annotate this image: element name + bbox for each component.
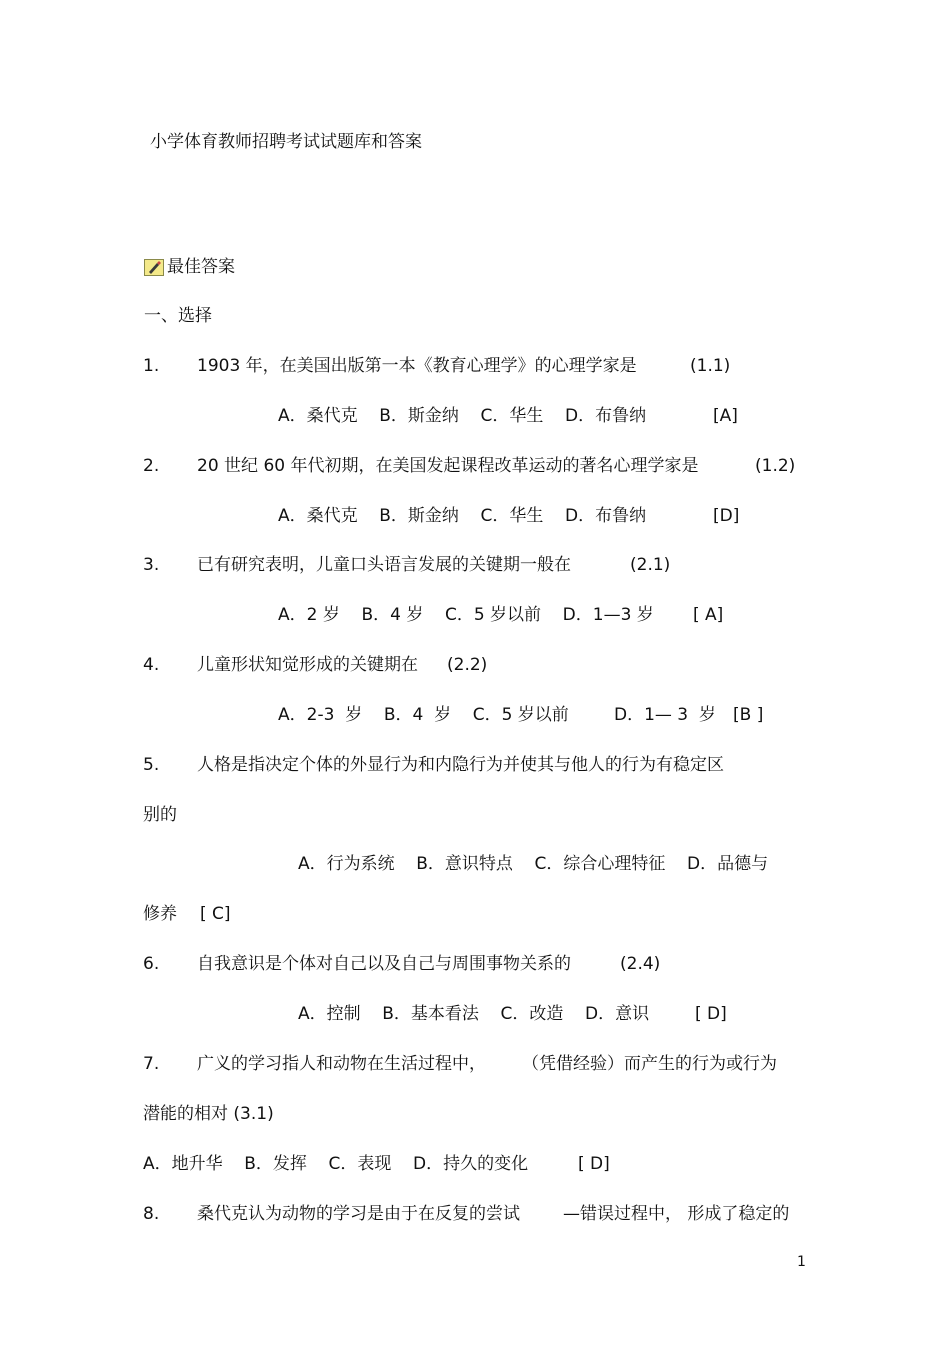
question-number: 4. [143, 655, 160, 675]
question-options: A．控制 B．基本看法 C．改造 D．意识 [298, 1004, 650, 1024]
question-ref: (2.2) [447, 655, 488, 675]
question-text: 20 世纪 60 年代初期，在美国发起课程改革运动的著名心理学家是 [197, 456, 699, 476]
best-answer-heading [144, 256, 235, 278]
question-options: A．桑代克 B．斯金纳 C．华生 D．布鲁纳 [278, 406, 647, 426]
section-heading: 一、选择 [144, 306, 212, 326]
question-text: 广义的学习指人和动物在生活过程中， [197, 1054, 486, 1074]
question-options-continued: 修养 [143, 904, 177, 924]
question-ref: (2.4) [620, 954, 661, 974]
question-number: 8. [143, 1204, 160, 1224]
question-options: A．地升华 B．发挥 C．表现 D．持久的变化 [143, 1154, 529, 1174]
question-number: 2. [143, 456, 160, 476]
question-answer: [ A] [693, 605, 724, 625]
question-number: 7. [143, 1054, 160, 1074]
question-answer: [D] [713, 506, 740, 526]
question-options: A．2 岁 B．4 岁 C．5 岁以前 D．1—3 岁 [278, 605, 654, 625]
question-answer: [ D] [578, 1154, 610, 1174]
question-answer: [A] [713, 406, 738, 426]
question-options: A．桑代克 B．斯金纳 C．华生 D．布鲁纳 [278, 506, 647, 526]
question-answer: [ C] [200, 904, 231, 924]
question-text: 桑代克认为动物的学习是由于在反复的尝试 [197, 1204, 520, 1224]
question-text-part: —错误过程中， 形成了稳定的 [563, 1204, 790, 1224]
pencil-icon [144, 259, 164, 276]
question-number: 6. [143, 954, 160, 974]
question-text: 1903 年，在美国出版第一本《教育心理学》的心理学家是 [197, 356, 637, 376]
question-number: 1. [143, 356, 160, 376]
question-text-part: （凭借经验）而产生的行为或行为 [522, 1054, 777, 1074]
best-answer-label: 最佳答案 [167, 257, 235, 277]
question-options: A．2-3 岁 B．4 岁 C．5 岁以前 [278, 705, 569, 725]
page-number: 1 [797, 1254, 806, 1270]
page-title: 小学体育教师招聘考试试题库和答案 [150, 132, 422, 152]
question-number: 3. [143, 555, 160, 575]
question-options-d: D．1— 3 岁 [614, 705, 716, 725]
question-answer: [ D] [695, 1004, 727, 1024]
question-options: A．行为系统 B．意识特点 C．综合心理特征 D．品德与 [298, 854, 769, 874]
question-ref: (1.1) [690, 356, 731, 376]
question-text: 人格是指决定个体的外显行为和内隐行为并使其与他人的行为有稳定区 [197, 755, 724, 775]
question-number: 5. [143, 755, 160, 775]
question-answer: [B ] [733, 705, 764, 725]
question-ref: (2.1) [630, 555, 671, 575]
question-text: 儿童形状知觉形成的关键期在 [197, 655, 418, 675]
question-text-continued: 别的 [143, 805, 177, 825]
question-ref: (1.2) [755, 456, 796, 476]
question-text-continued: 潜能的相对 (3.1) [143, 1104, 274, 1124]
question-text: 已有研究表明，儿童口头语言发展的关键期一般在 [197, 555, 571, 575]
question-text: 自我意识是个体对自己以及自己与周围事物关系的 [197, 954, 571, 974]
